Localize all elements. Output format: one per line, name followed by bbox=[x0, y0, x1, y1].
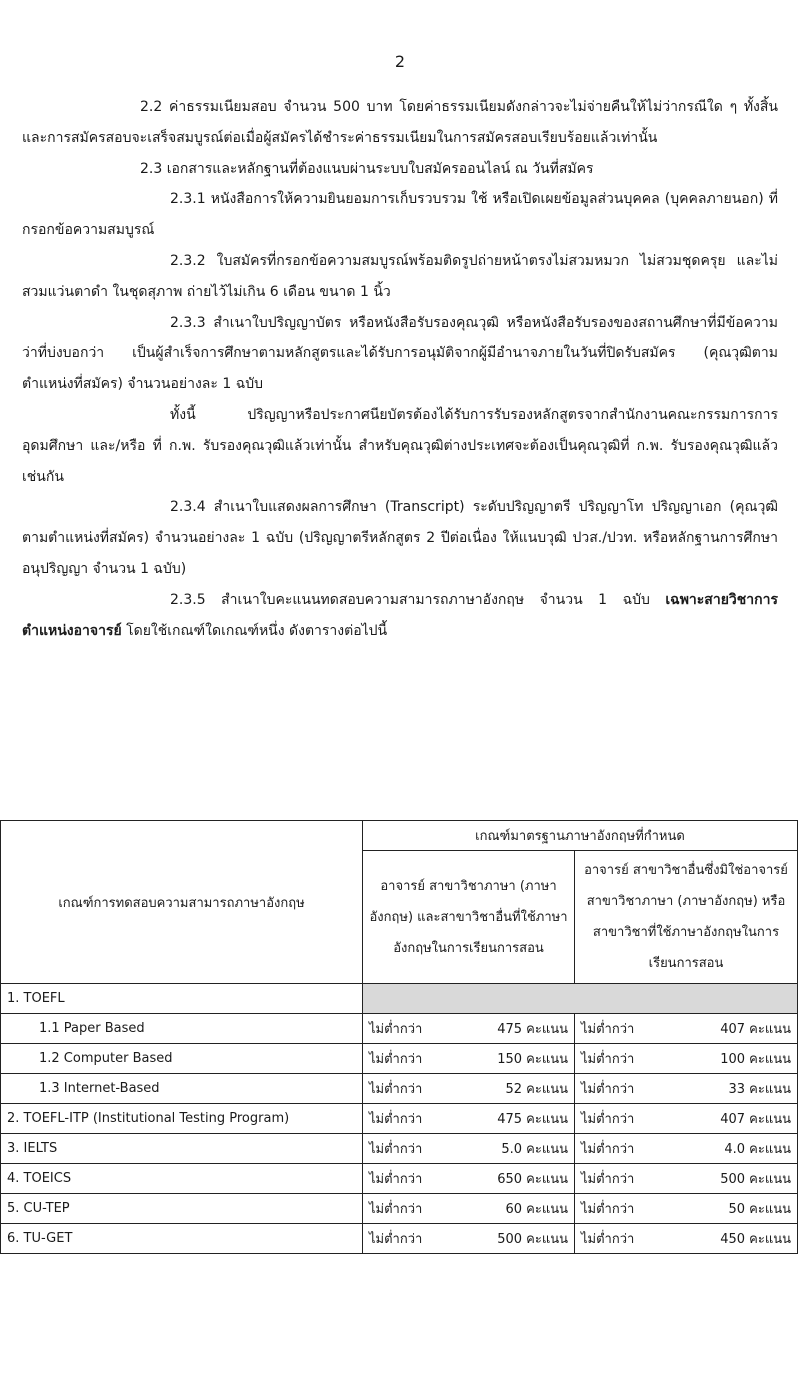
row-value-col1 bbox=[363, 1224, 575, 1254]
paragraph-transcript: 2.3.4 สำเนาใบแสดงผลการศึกษา (Transcript) ระดับปริญญาตรี ปริญญาโท ปริญญาเอก (คุณวุฒิตามตำแหน่งที่สมัคร) จำนวนอย่างละ 1 ฉบับ (ปริญญาตรีหลักสูตร 2 ปีต่อเนื่อง ให้แนบวุฒิ ปวส./ปวท. หรือหลักฐานการศึกษาอนุปริญญา จำนวน 1 ฉบับ) bbox=[22, 499, 778, 577]
score: 150 คะแนน bbox=[497, 1052, 568, 1067]
paragraph-accreditation: ทั้งนี้ ปริญญาหรือประกาศนียบัตรต้องได้รับการรับรองหลักสูตรจากสำนักงานคณะกรรมการการอุดมศึกษา และ/หรือ ที่ ก.พ. รับรองคุณวุฒิแล้วเท่านั้น สำหรับคุณวุฒิต่างประเทศจะต้องเป็นคุณวุฒิที่ ก.พ. รับรองคุณวุฒิแล้วเช่นกัน bbox=[22, 406, 778, 485]
score: 450 คะแนน bbox=[720, 1232, 792, 1247]
row-label: 6. TU-GET bbox=[1, 1224, 363, 1254]
min-label: ไม่ต่ำกว่า bbox=[369, 1232, 423, 1247]
row-value-col1 bbox=[363, 1104, 575, 1134]
criteria-header: เกณฑ์การทดสอบความสามารถภาษาอังกฤษ bbox=[1, 821, 363, 984]
min-label: ไม่ต่ำกว่า bbox=[369, 1202, 423, 1217]
row-value-col2 bbox=[575, 1164, 798, 1194]
row-label: 4. TOEICS bbox=[1, 1164, 363, 1194]
score: 407 คะแนน bbox=[720, 1022, 792, 1037]
standard-header: เกณฑ์มาตรฐานภาษาอังกฤษที่กำหนด bbox=[363, 821, 798, 851]
row-value-col2 bbox=[575, 1044, 798, 1074]
english-criteria-table bbox=[0, 820, 798, 1254]
table-row bbox=[1, 1224, 798, 1254]
english-score-tail: โดยใช้เกณฑ์ใดเกณฑ์หนึ่ง ดังตารางต่อไปนี้ bbox=[121, 622, 388, 639]
row-value-col1 bbox=[363, 1134, 575, 1164]
row-label: 5. CU-TEP bbox=[1, 1194, 363, 1224]
min-label: ไม่ต่ำกว่า bbox=[369, 1112, 423, 1127]
row-value-col1 bbox=[363, 1194, 575, 1224]
body-text bbox=[22, 92, 778, 646]
table-row bbox=[1, 1194, 798, 1224]
toefl-label: 1. TOEFL bbox=[1, 984, 363, 1014]
row-value-col2 bbox=[575, 1104, 798, 1134]
paragraph-documents: 2.3 เอกสารและหลักฐานที่ต้องแนบผ่านระบบใบสมัครออนไลน์ ณ วันที่สมัคร bbox=[140, 160, 594, 177]
score: 475 คะแนน bbox=[497, 1112, 568, 1127]
table-row bbox=[1, 1044, 798, 1074]
score: 5.0 คะแนน bbox=[501, 1142, 568, 1157]
score: 650 คะแนน bbox=[497, 1172, 568, 1187]
col2-header: อาจารย์ สาขาวิชาอื่นซึ่งมิใช่อาจารย์สาขาวิชาภาษา (ภาษาอังกฤษ) หรือสาขาวิชาที่ใช้ภาษาอังกฤษในการเรียนการสอน bbox=[575, 851, 798, 984]
paragraph-english-score bbox=[22, 585, 778, 647]
min-label: ไม่ต่ำกว่า bbox=[581, 1202, 635, 1217]
row-value-col2 bbox=[575, 1074, 798, 1104]
min-label: ไม่ต่ำกว่า bbox=[369, 1022, 423, 1037]
paragraph-fee: 2.2 ค่าธรรมเนียมสอบ จำนวน 500 บาท โดยค่าธรรมเนียมดังกล่าวจะไม่จ่ายคืนให้ไม่ว่ากรณีใด ๆ ทั้งสิ้น และการสมัครสอบจะเสร็จสมบูรณ์ต่อเมื่อผู้สมัครได้ชำระค่าธรรมเนียมในการสมัครสอบเรียบร้อยแล้วเท่านั้น bbox=[22, 99, 778, 146]
min-label: ไม่ต่ำกว่า bbox=[369, 1142, 423, 1157]
table-row bbox=[1, 1164, 798, 1194]
score: 33 คะแนน bbox=[728, 1082, 792, 1097]
english-score-text: 2.3.5 สำเนาใบคะแนนทดสอบความสามารถภาษาอังกฤษ จำนวน 1 ฉบับ bbox=[170, 591, 666, 608]
table-row bbox=[1, 1104, 798, 1134]
min-label: ไม่ต่ำกว่า bbox=[581, 1142, 635, 1157]
min-label: ไม่ต่ำกว่า bbox=[581, 1022, 635, 1037]
paragraph-degree-copy: 2.3.3 สำเนาใบปริญญาบัตร หรือหนังสือรับรองคุณวุฒิ หรือหนังสือรับรองของสถานศึกษาที่มีข้อความว่าที่บ่งบอกว่า เป็นผู้สำเร็จการศึกษาตามหลักสูตรและได้รับการอนุมัติจากผู้มีอำนาจภายในวันที่ปิดรับสมัคร (คุณวุฒิตามตำแหน่งที่สมัคร) จำนวนอย่างละ 1 ฉบับ bbox=[22, 314, 778, 393]
min-label: ไม่ต่ำกว่า bbox=[369, 1052, 423, 1067]
table-row bbox=[1, 1074, 798, 1104]
col1-header: อาจารย์ สาขาวิชาภาษา (ภาษาอังกฤษ) และสาขาวิชาอื่นที่ใช้ภาษาอังกฤษในการเรียนการสอน bbox=[363, 851, 575, 984]
row-label: 1.2 Computer Based bbox=[1, 1044, 363, 1074]
row-value-col2 bbox=[575, 1134, 798, 1164]
row-value-col2 bbox=[575, 1014, 798, 1044]
score: 60 คะแนน bbox=[505, 1202, 568, 1217]
score: 4.0 คะแนน bbox=[724, 1142, 792, 1157]
paragraph-application-form: 2.3.2 ใบสมัครที่กรอกข้อความสมบูรณ์พร้อมติดรูปถ่ายหน้าตรงไม่สวมหมวก ไม่สวมชุดครุย และไม่สวมแว่นตาดำ ในชุดสุภาพ ถ่ายไว้ไม่เกิน 6 เดือน ขนาด 1 นิ้ว bbox=[22, 252, 778, 300]
row-value-col2 bbox=[575, 1194, 798, 1224]
min-label: ไม่ต่ำกว่า bbox=[581, 1052, 635, 1067]
row-label: 1.1 Paper Based bbox=[1, 1014, 363, 1044]
english-score-bold: เฉพาะสายวิชาการ ตำแหน่งอาจารย์ bbox=[22, 591, 778, 639]
toefl-blank-cell bbox=[363, 984, 798, 1014]
min-label: ไม่ต่ำกว่า bbox=[369, 1082, 423, 1097]
min-label: ไม่ต่ำกว่า bbox=[581, 1112, 635, 1127]
score: 50 คะแนน bbox=[728, 1202, 792, 1217]
min-label: ไม่ต่ำกว่า bbox=[581, 1082, 635, 1097]
row-value-col1 bbox=[363, 1014, 575, 1044]
score: 500 คะแนน bbox=[720, 1172, 792, 1187]
row-label: 1.3 Internet-Based bbox=[1, 1074, 363, 1104]
score: 52 คะแนน bbox=[505, 1082, 568, 1097]
page-number: 2 bbox=[394, 52, 406, 71]
row-value-col1 bbox=[363, 1074, 575, 1104]
min-label: ไม่ต่ำกว่า bbox=[369, 1172, 423, 1187]
table-row bbox=[1, 1134, 798, 1164]
paragraph-consent: 2.3.1 หนังสือการให้ความยินยอมการเก็บรวบรวม ใช้ หรือเปิดเผยข้อมูลส่วนบุคคล (บุคคลภายนอก) ที่กรอกข้อความสมบูรณ์ bbox=[22, 191, 778, 239]
score: 100 คะแนน bbox=[720, 1052, 792, 1067]
row-label: 3. IELTS bbox=[1, 1134, 363, 1164]
score: 500 คะแนน bbox=[497, 1232, 568, 1247]
min-label: ไม่ต่ำกว่า bbox=[581, 1232, 635, 1247]
row-value-col2 bbox=[575, 1224, 798, 1254]
row-value-col1 bbox=[363, 1164, 575, 1194]
table-row bbox=[1, 1014, 798, 1044]
row-value-col1 bbox=[363, 1044, 575, 1074]
min-label: ไม่ต่ำกว่า bbox=[581, 1172, 635, 1187]
score: 475 คะแนน bbox=[497, 1022, 568, 1037]
score: 407 คะแนน bbox=[720, 1112, 792, 1127]
row-label: 2. TOEFL-ITP (Institutional Testing Program) bbox=[1, 1104, 363, 1134]
